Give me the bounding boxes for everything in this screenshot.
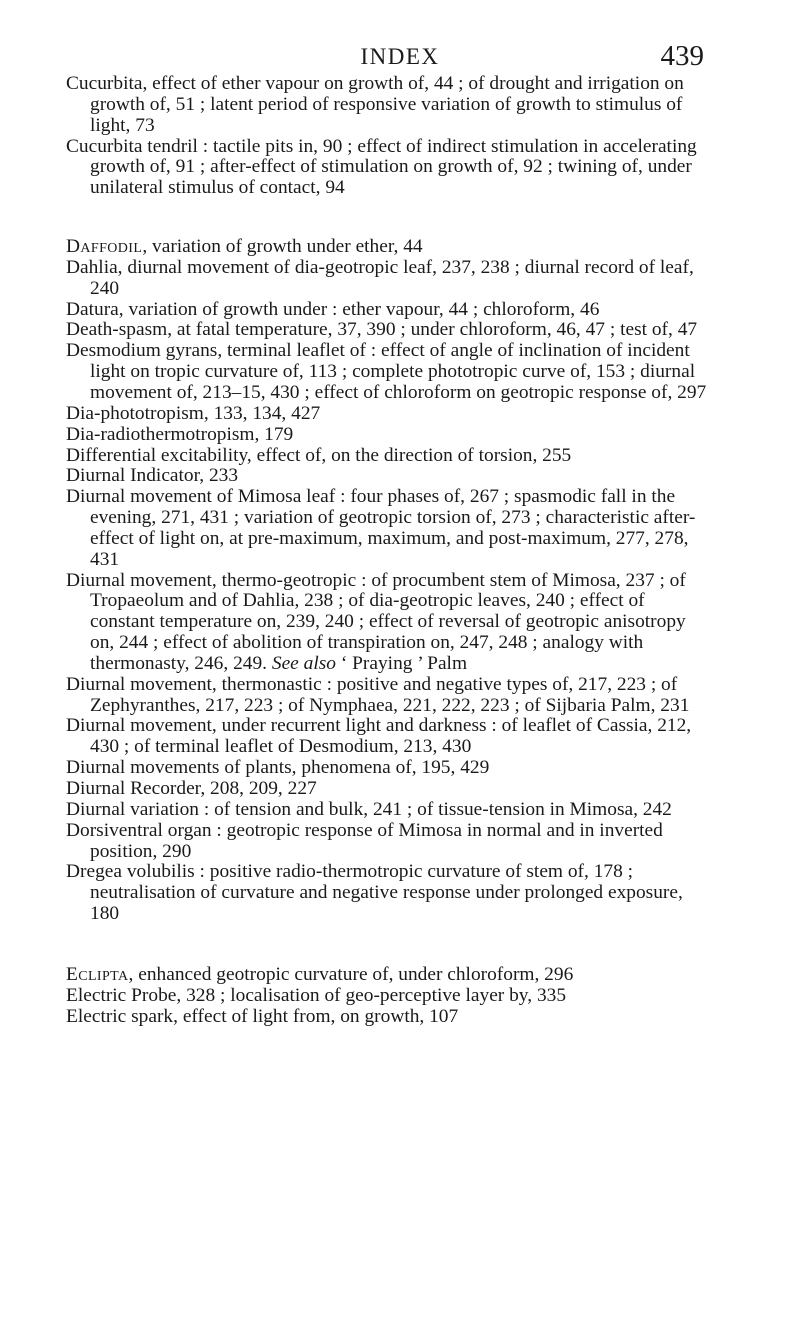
index-entry: Diurnal Indicator, 233 [66, 465, 239, 487]
index-entry: Dia-phototropism, 133, 134, 427 [66, 402, 321, 424]
index-entry: Datura, variation of growth under : ether vapour, 44 ; chloroform, 46 [66, 298, 600, 320]
index-entry: Diurnal movements of plants, phenomena of, 195, 429 [66, 757, 490, 779]
index-group-d [66, 237, 714, 925]
index-entry: Dahlia, diurnal movement of dia-geotropic leaf, 237, 238 ; diurnal record of leaf, 240 [66, 256, 694, 299]
see-also-target: ‘ Praying ’ Palm [340, 652, 468, 674]
index-entry: Diurnal movement, thermo-geotropic : of procumbent stem of Mimosa, 237 ; of Tropaeolum and of Dahlia, 238 ; of dia-geotropic leaves, 240 ; effect of constant temperature on, 239, 240 ; effect of reversal of geotropic anisotropy on, 244 ; effect of abolition of transpiration on, 247, 248 ; analogy with thermonasty, 246, 249. See also ‘ Praying ’ Palm [66, 569, 686, 674]
index-entry: Diurnal movement of Mimosa leaf : four phases of, 267 ; spasmodic fall in the evening, 271, 431 ; variation of geotropic torsion of, 273 ; characteristic after-effect of light on, at pre-maximum, maximum, and post-maximum, 277, 278, 431 [66, 486, 696, 570]
index-entry: Dia-radiothermotropism, 179 [66, 423, 294, 445]
index-entry: Daffodil, variation of growth under ether, 44 [66, 236, 423, 258]
index-entry: Differential excitability, effect of, on the direction of torsion, 255 [66, 444, 572, 466]
index-entry: Dorsiventral organ : geotropic response of Mimosa in normal and in inverted position, 290 [66, 819, 663, 862]
page-number: 439 [660, 40, 704, 72]
see-also-label: See also [271, 652, 336, 674]
running-head [0, 40, 800, 70]
entry-lead-word: Eclipta [66, 963, 129, 985]
index-entry: Death-spasm, at fatal temperature, 37, 390 ; under chloroform, 46, 47 ; test of, 47 [66, 319, 698, 341]
index-entry: Eclipta, enhanced geotropic curvature of, under chloroform, 296 [66, 963, 574, 985]
running-head-title: INDEX [360, 44, 440, 69]
index-entry: Electric Probe, 328 ; localisation of geo-perceptive layer by, 335 [66, 984, 567, 1006]
index-entry: Cucurbita tendril : tactile pits in, 90 ; effect of indirect stimulation in accelerating growth of, 91 ; after-effect of stimulation on growth of, 92 ; twining of, under unilateral stimulus of contact, 94 [66, 135, 697, 199]
index-entry: Diurnal movement, thermonastic : positive and negative types of, 217, 223 ; of Zephyranthes, 217, 223 ; of Nymphaea, 221, 222, 223 ; of Sijbaria Palm, 231 [66, 673, 690, 716]
index-entry: Diurnal movement, under recurrent light and darkness : of leaflet of Cassia, 212, 430 ; of terminal leaflet of Desmodium, 213, 430 [66, 715, 692, 758]
entry-lead-word: Daffodil [66, 236, 143, 258]
index-body [66, 74, 714, 1027]
index-group-c [66, 74, 714, 199]
index-entry: Desmodium gyrans, terminal leaflet of : effect of angle of inclination of incident light on tropic curvature of, 113 ; complete phototropic curve of, 153 ; diurnal movement of, 213–15, 430 ; effect of chloroform on geotropic response of, 297 [66, 340, 707, 403]
index-group-e [66, 965, 714, 1028]
index-entry: Electric spark, effect of light from, on growth, 107 [66, 1005, 459, 1027]
index-entry: Diurnal variation : of tension and bulk, 241 ; of tissue-tension in Mimosa, 242 [66, 798, 672, 820]
index-entry: Cucurbita, effect of ether vapour on growth of, 44 ; of drought and irrigation on growth of, 51 ; latent period of responsive variation of growth to stimulus of light, 73 [66, 73, 684, 136]
index-entry: Diurnal Recorder, 208, 209, 227 [66, 778, 317, 799]
index-entry: Dregea volubilis : positive radio-thermotropic curvature of stem of, 178 ; neutralisation of curvature and negative response under prolonged exposure, 180 [66, 861, 683, 925]
